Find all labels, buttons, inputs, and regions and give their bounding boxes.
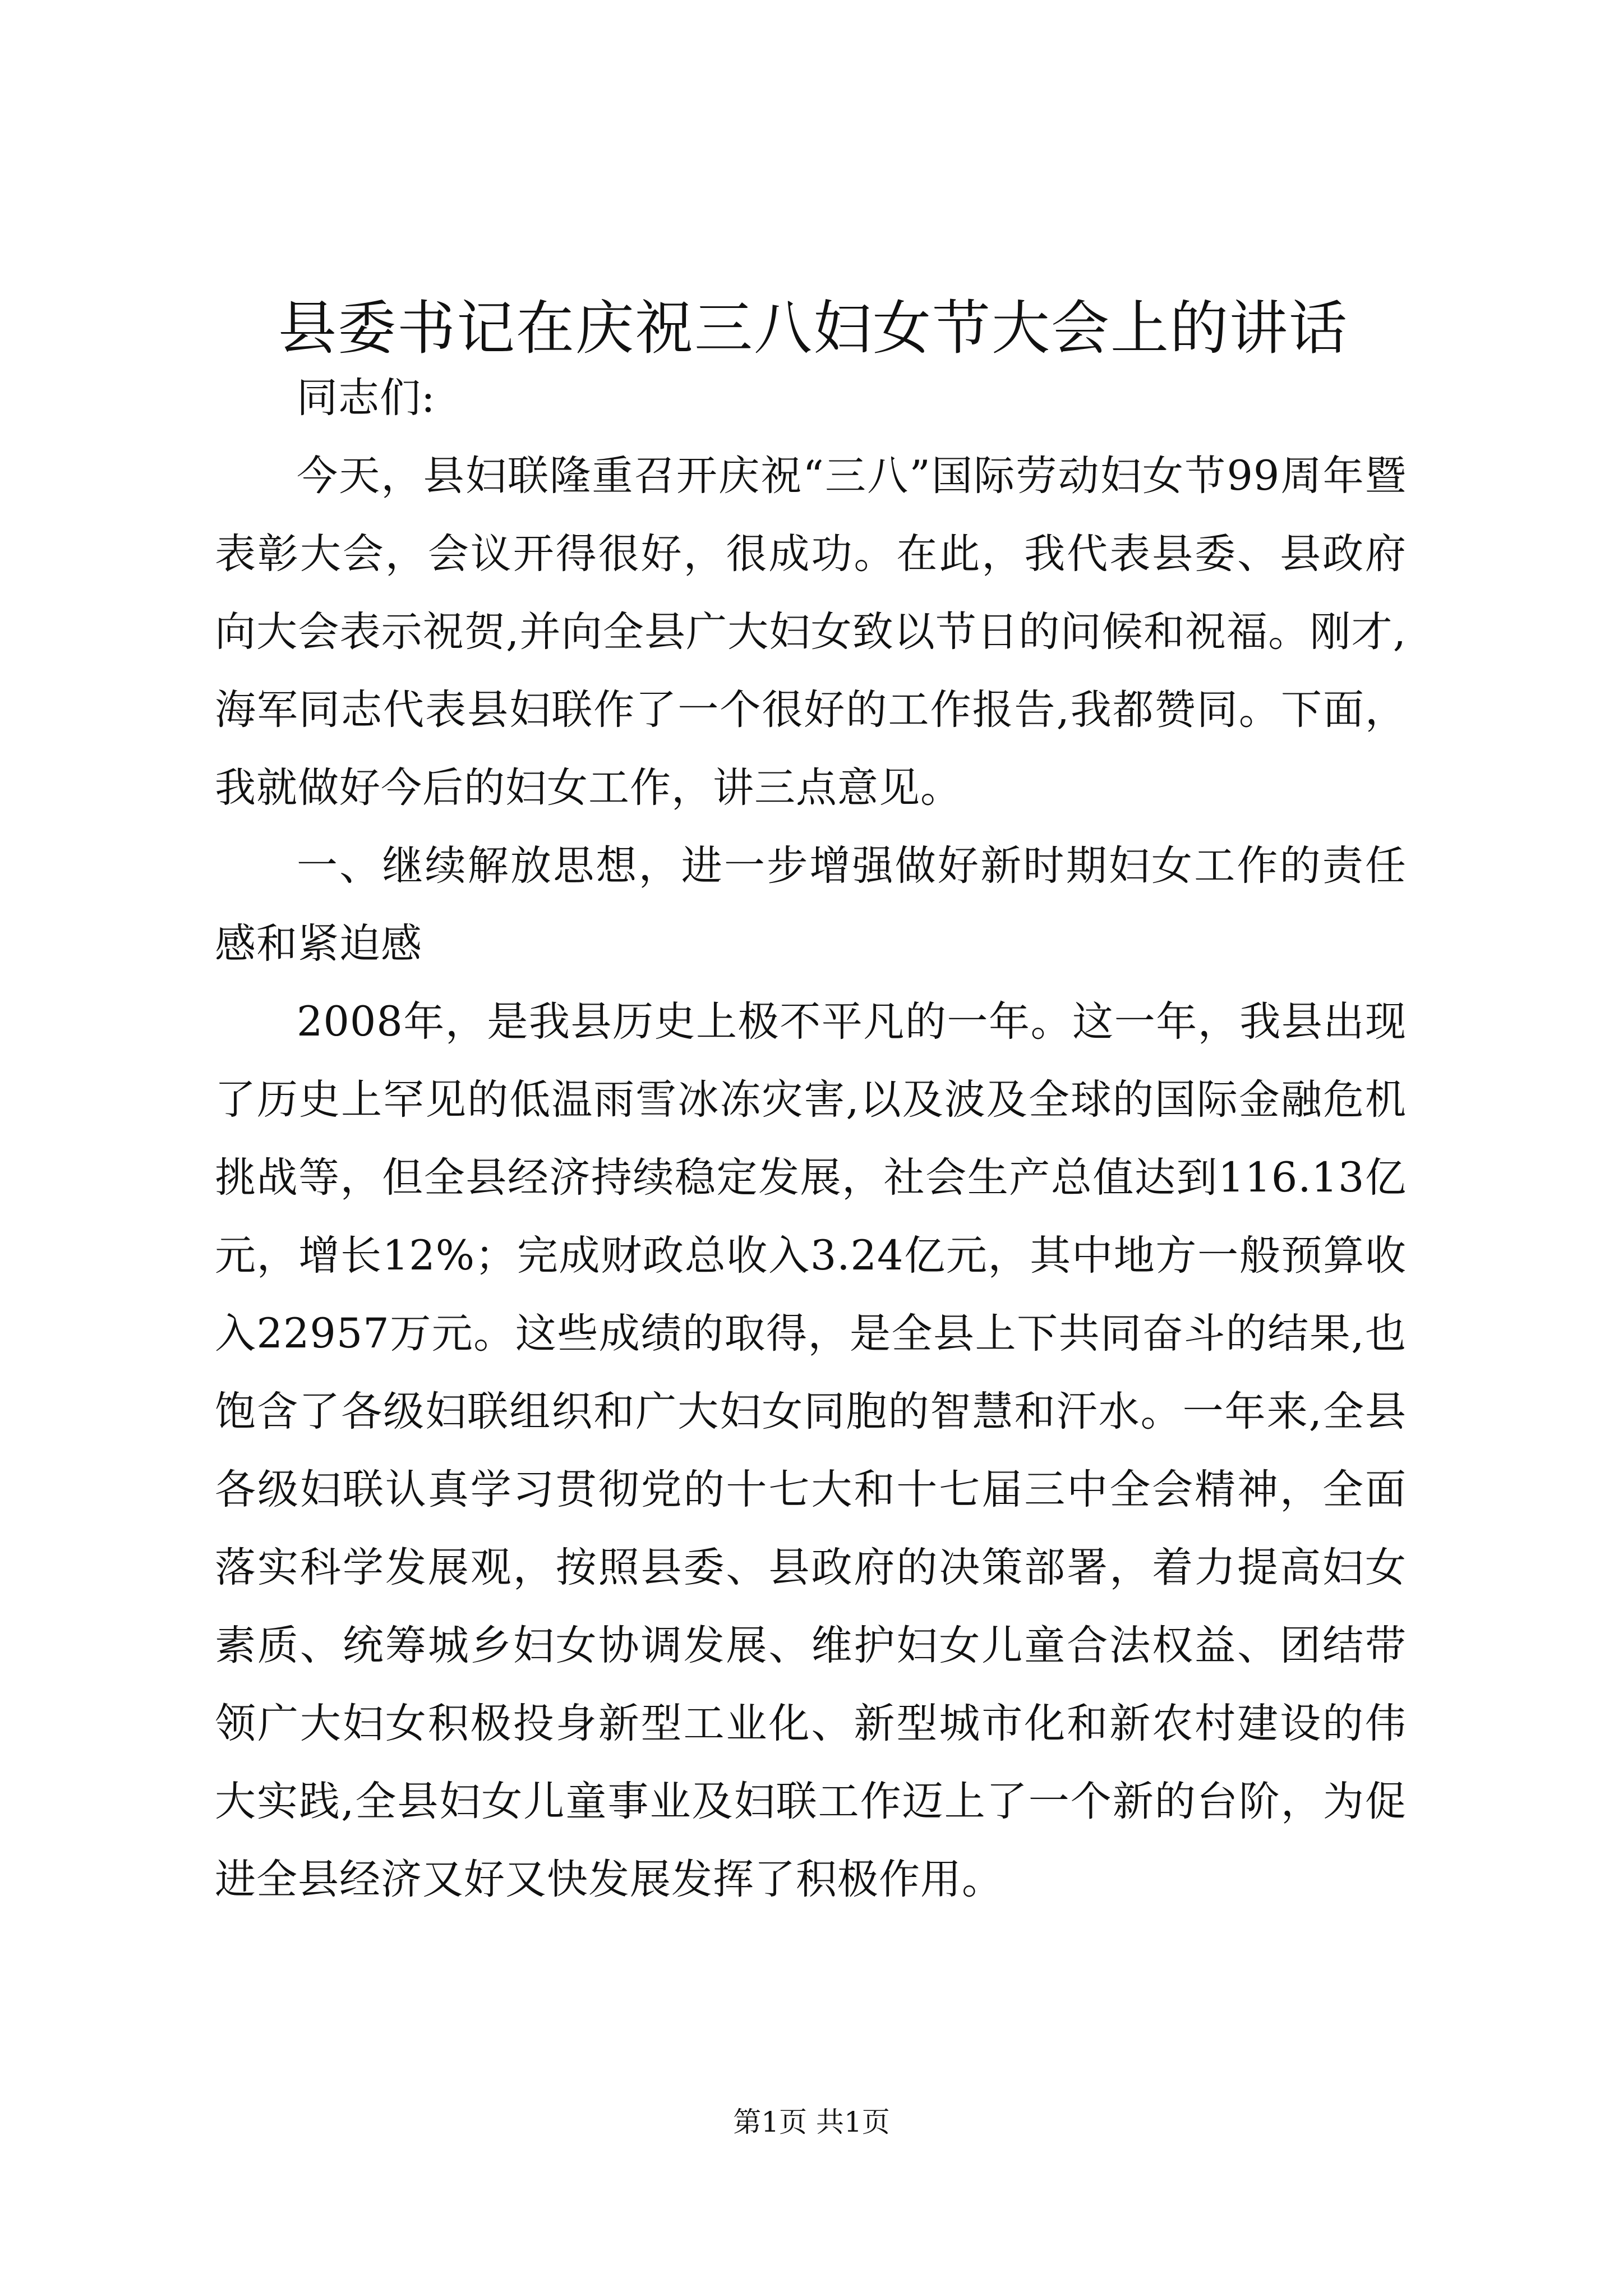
document-title: 县委书记在庆祝三八妇女节大会上的讲话 xyxy=(278,294,1348,362)
opening-paragraph: 今天，县妇联隆重召开庆祝“三八”国际劳动妇女节99周年暨表彰大会，会议开得很好，很成功。在此，我代表县委、县政府向大会表示祝贺,并向全县广大妇女致以节日的问候和祝福。刚才,海军同志代表县妇联作了一个很好的工作报告,我都赞同。下面，我就做好今后的妇女工作，讲三点意见。 xyxy=(215,452,1407,812)
document-body xyxy=(215,359,1407,1918)
salutation-paragraph: 同志们: xyxy=(297,374,436,422)
page-footer: 第1页 共1页 xyxy=(733,2106,890,2138)
review-paragraph: 2008年，是我县历史上极不平凡的一年。这一年，我县出现了历史上罕见的低温雨雪冰冻灾害,以及波及全球的国际金融危机挑战等，但全县经济持续稳定发展，社会生产总值达到116.13亿元，增长12%；完成财政总收入3.24亿元，其中地方一般预算收入22957万元。这些成绩的取得，是全县上下共同奋斗的结果,也饱含了各级妇联组织和广大妇女同胞的智慧和汗水。一年来,全县各级妇联认真学习贯彻党的十七大和十七届三中全会精神，全面落实科学发展观，按照县委、县政府的决策部署，着力提高妇女素质、统筹城乡妇女协调发展、维护妇女儿童合法权益、团结带领广大妇女积极投身新型工业化、新型城市化和新农村建设的伟大实践,全县妇女儿童事业及妇联工作迈上了一个新的台阶，为促进全县经济又好又快发展发挥了积极作用。 xyxy=(215,998,1407,1903)
section-heading-1: 一、继续解放思想，进一步增强做好新时期妇女工作的责任感和紧迫感 xyxy=(215,842,1407,968)
